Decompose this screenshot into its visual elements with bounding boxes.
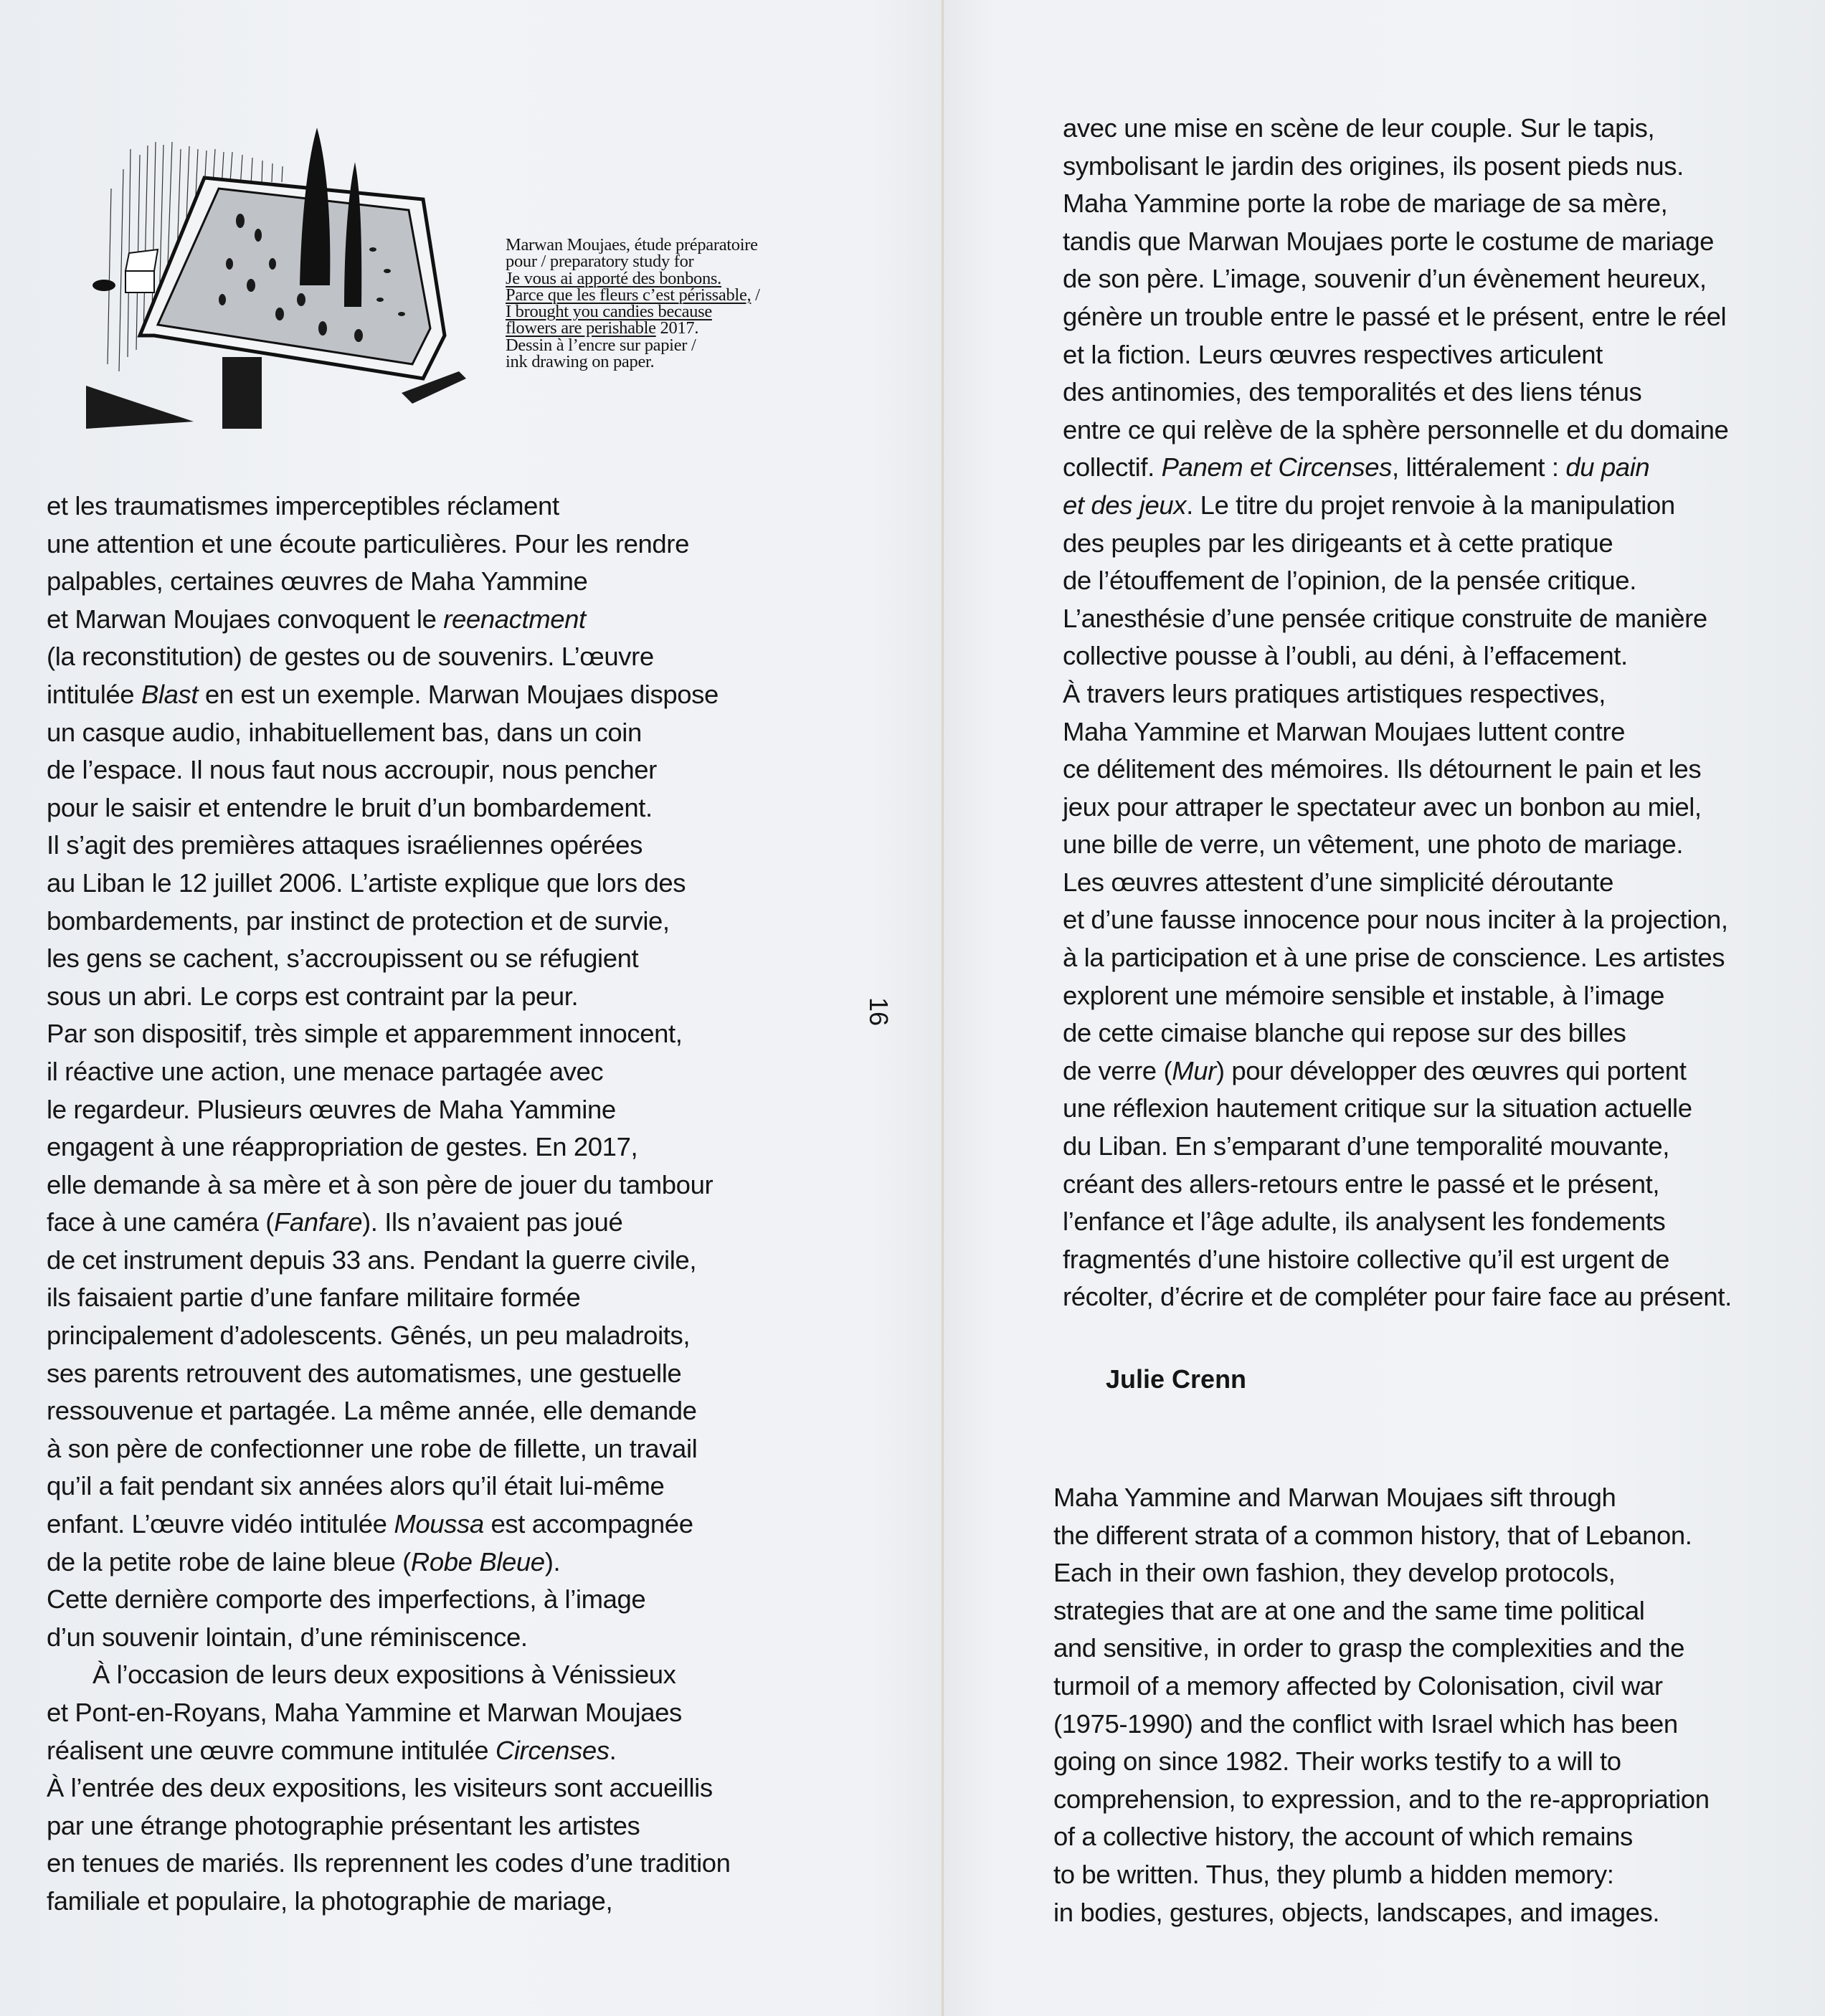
text-line [47,978,731,1016]
text-line [47,1807,731,1845]
text-run: À travers leurs pratiques artistiques respectives, [1063,678,1606,708]
text-line [47,526,731,564]
text-run: il réactive une action, une menace partagée avec [47,1056,604,1086]
caption-line [506,353,760,370]
text-line [47,488,731,526]
text-line [1063,637,1732,675]
text-line [47,1392,731,1430]
text-line [47,827,731,865]
text-line [1063,939,1732,977]
text-run: au Liban le 12 juillet 2006. L’artiste explique que lors des [47,867,686,898]
text-run: enfant. L’œuvre vidéo intitulée [47,1509,394,1539]
text-run: in bodies, gestures, objects, landscapes, and images. [1053,1897,1660,1927]
text-line [1063,901,1732,939]
text-line [1063,412,1732,450]
text-line [1063,600,1732,638]
page-number: 16 [864,997,894,1027]
text-line [47,1656,731,1694]
text-line [1063,562,1732,600]
text-run: les gens se cachent, s’accroupissent ou se réfugient [47,943,639,974]
text-run: de la petite robe de laine bleue ( [47,1546,411,1577]
text-line [47,1242,731,1280]
text-run: bombardements, par instinct de protection et de survie, [47,905,670,936]
text-run: une attention et une écoute particulières. Pour les rendre [47,528,689,558]
text-run: symbolisant le jardin des origines, ils posent pieds nus. [1063,151,1684,181]
text-run: génère un trouble entre le passé et le présent, entre le réel [1063,301,1727,331]
text-line [47,563,731,601]
caption-text: Marwan Moujaes, étude préparatoire [506,235,758,255]
author-signature: Julie Crenn [1106,1364,1247,1394]
text-line [1063,449,1732,487]
text-run: de son père. L’image, souvenir d’un évènement heureux, [1063,264,1707,294]
italic-title: Blast [141,679,199,709]
spine-fold [942,0,944,2016]
text-line [1053,1630,1710,1668]
text-line [1063,298,1732,336]
text-line [1063,148,1732,186]
text-line [1063,1052,1732,1090]
text-line [47,1883,731,1921]
text-run: collectif. [1063,452,1162,482]
text-run: L’anesthésie d’une pensée critique construite de manière [1063,603,1707,633]
italic-title: Panem et Circenses [1161,452,1393,482]
text-line [1063,1278,1732,1316]
text-line [47,751,731,789]
text-run: strategies that are at one and the same time political [1053,1595,1645,1625]
text-run: des antinomies, des temporalités et des liens ténus [1063,377,1642,407]
garden-step [222,357,262,429]
text-line [1063,864,1732,902]
text-run: . Le titre du projet renvoie à la manipulation [1186,490,1675,520]
right-column-text [1063,110,1732,1316]
caption-line [506,270,760,287]
text-run: à la participation et à une prise de conscience. Les artistes [1063,943,1725,973]
text-line [47,1732,731,1770]
text-line [47,1015,731,1053]
text-line [1053,1517,1710,1555]
caption-line [506,253,760,270]
text-run: entre ce qui relève de la sphère personnelle et du domaine [1063,414,1729,444]
caption-artwork-title: flowers are perishable [506,318,656,338]
italic-title: et des jeux [1063,490,1187,520]
text-run: un casque audio, inhabituellement bas, dans un coin [47,717,642,747]
text-line [47,714,731,752]
text-run: de cet instrument depuis 33 ans. Pendant la guerre civile, [47,1245,697,1275]
text-run: est accompagnée [483,1509,693,1539]
text-line [1063,1203,1732,1241]
text-line [1063,1166,1732,1204]
text-run: . [609,1735,617,1765]
text-line [47,1694,731,1732]
text-line [1053,1706,1710,1744]
text-line [1053,1818,1710,1856]
text-line [1063,826,1732,864]
text-line [1063,751,1732,789]
small-house [93,249,158,293]
text-line [47,1053,731,1091]
text-run: engagent à une réappropriation de gestes. En 2017, [47,1132,638,1162]
italic-title: Moussa [394,1509,484,1539]
text-run: comprehension, to expression, and to the re-appropriation [1053,1784,1710,1814]
text-run: familiale et populaire, la photographie de mariage, [47,1886,613,1916]
caption-suffix: 2017. [655,318,699,338]
cypress-short [344,162,361,307]
caption-text: ink drawing on paper. [506,352,655,372]
text-run: Maha Yammine and Marwan Moujaes sift through [1053,1483,1616,1512]
text-run: Les œuvres attestent d’une simplicité déroutante [1063,867,1613,897]
text-line [47,865,731,903]
text-line [1063,675,1732,713]
text-run: explorent une mémoire sensible et instable, à l’image [1063,980,1665,1010]
text-run: à son père de confectionner une robe de fillette, un travail [47,1433,698,1463]
text-run: du Liban. En s’emparant d’une temporalité mouvante, [1063,1131,1669,1161]
text-line [47,1468,731,1506]
caption-line [506,237,760,253]
italic-title: Mur [1172,1055,1216,1085]
text-run: Cette dernière comporte des imperfections, à l’image [47,1584,646,1615]
text-run: , littéralement : [1392,452,1566,482]
caption-line [506,287,760,303]
text-run: réalisent une œuvre commune intitulée [47,1735,496,1765]
caption-line [506,303,760,320]
text-line [1053,1479,1710,1517]
text-run: to be written. Thus, they plumb a hidden memory: [1053,1859,1614,1889]
italic-title: Robe Bleue [410,1546,545,1577]
text-line [47,1581,731,1619]
text-run: récolter, d’écrire et de compléter pour faire face au présent. [1063,1282,1732,1312]
text-run: une bille de verre, un vêtement, une photo de mariage. [1063,829,1684,860]
text-run: intitulée [47,679,141,709]
text-run: (la reconstitution) de gestes ou de souvenirs. L’œuvre [47,642,654,672]
text-line [1063,185,1732,223]
text-line [1063,1090,1732,1128]
text-run: going on since 1982. Their works testify to a will to [1053,1746,1621,1777]
text-run: qu’il a fait pendant six années alors qu’il était lui-même [47,1471,665,1501]
text-line [47,1091,731,1129]
text-line [1053,1894,1710,1932]
text-run: et Pont-en-Royans, Maha Yammine et Marwan Moujaes [47,1698,682,1727]
caption-text: Dessin à l’encre sur papier / [506,335,696,355]
text-line [47,1317,731,1355]
text-run: de cette cimaise blanche qui repose sur des billes [1063,1018,1626,1048]
text-run: en est un exemple. Marwan Moujaes dispose [198,679,719,709]
text-line [47,1166,731,1204]
text-line [1063,789,1732,827]
text-run: et la fiction. Leurs œuvres respectives articulent [1063,339,1603,369]
text-run: face à une caméra ( [47,1207,275,1237]
text-line [47,1355,731,1393]
text-line [47,1430,731,1468]
text-line [47,1845,731,1883]
text-line [1053,1781,1710,1819]
text-line [1063,260,1732,298]
text-line [1063,223,1732,261]
text-line [1053,1592,1710,1630]
text-line [47,1619,731,1657]
caption-text: pour / preparatory study for [506,252,694,272]
text-line [47,638,731,676]
text-run: of a collective history, the account of which remains [1053,1822,1633,1852]
text-run: ses parents retrouvent des automatismes, une gestuelle [47,1358,682,1388]
text-run: ressouvenue et partagée. La même année, elle demande [47,1396,697,1426]
text-line [1063,1241,1732,1279]
english-summary-text [1053,1479,1710,1931]
caption-artwork-title: I brought you candies because [506,302,712,322]
italic-title: Circenses [495,1735,610,1765]
text-run: avec une mise en scène de leur couple. Sur le tapis, [1063,113,1655,143]
text-line [47,940,731,978]
text-line [47,789,731,827]
italic-title: reenactment [443,604,586,634]
text-run: À l’occasion de leurs deux expositions à Vénissieux [93,1660,676,1690]
caption-suffix: / [751,285,760,305]
text-run: pour le saisir et entendre le bruit d’un bombardement. [47,792,653,822]
text-run: jeux pour attraper le spectateur avec un bonbon au miel, [1063,791,1702,822]
text-line [1063,487,1732,525]
text-run: turmoil of a memory affected by Colonisation, civil war [1053,1670,1663,1701]
text-run: de verre ( [1063,1055,1172,1085]
text-run: d’un souvenir lointain, d’une réminiscence. [47,1622,528,1652]
text-run: Par son dispositif, très simple et apparemment innocent, [47,1019,683,1049]
text-run: de l’étouffement de l’opinion, de la pensée critique. [1063,566,1636,596]
text-line [47,903,731,941]
text-run: par une étrange photographie présentant les artistes [47,1810,640,1840]
text-run: de l’espace. Il nous faut nous accroupir, nous pencher [47,755,657,785]
text-run: elle demande à sa mère et à son père de jouer du tambour [47,1169,714,1199]
text-run: et Marwan Moujaes convoquent le [47,604,444,634]
text-run: collective pousse à l’oubli, au déni, à l’effacement. [1063,641,1628,671]
text-line [1063,1128,1732,1166]
text-line [1063,977,1732,1015]
text-run: une réflexion hautement critique sur la situation actuelle [1063,1093,1692,1123]
text-line [1063,110,1732,148]
text-line [47,1204,731,1242]
text-run: et d’une fausse innocence pour nous inciter à la projection, [1063,905,1728,935]
text-run: À l’entrée des deux expositions, les visiteurs sont accueillis [47,1773,713,1803]
left-column-text [47,488,731,1921]
text-run: Maha Yammine et Marwan Moujaes luttent contre [1063,716,1626,746]
figure-caption [506,237,760,370]
text-run: ce délitement des mémoires. Ils détournent le pain et les [1063,754,1702,784]
text-line [1053,1668,1710,1706]
ink-drawing-illustration [86,120,488,450]
text-run: (1975-1990) and the conflict with Israel which has been [1053,1708,1678,1739]
text-line [47,601,731,639]
text-line [1053,1743,1710,1781]
text-run: principalement d’adolescents. Gênés, un peu maladroits, [47,1321,691,1351]
cypress-tall [300,128,330,285]
caption-line [506,320,760,336]
text-run: ) pour développer des œuvres qui portent [1215,1055,1687,1085]
text-line [1063,713,1732,751]
text-run: créant des allers-retours entre le passé et le présent, [1063,1169,1660,1199]
text-line [47,1544,731,1582]
text-line [47,676,731,714]
text-run: tandis que Marwan Moujaes porte le costume de mariage [1063,226,1715,256]
text-line [47,1506,731,1544]
text-run: the different strata of a common history, that of Lebanon. [1053,1520,1692,1550]
text-line [1053,1554,1710,1592]
text-run: l’enfance et l’âge adulte, ils analysent les fondements [1063,1207,1666,1237]
text-run: Il s’agit des premières attaques israéliennes opérées [47,830,643,860]
text-run: ). [544,1546,561,1577]
text-line [1063,336,1732,374]
text-run: and sensitive, in order to grasp the complexities and the [1053,1633,1685,1663]
italic-title: Fanfare [274,1207,363,1237]
italic-title: du pain [1565,452,1650,482]
text-run: ). Ils n’avaient pas joué [362,1207,623,1237]
text-line [47,1769,731,1807]
text-line [1063,525,1732,563]
text-line [1063,374,1732,412]
text-run: ils faisaient partie d’une fanfare militaire formée [47,1283,581,1313]
text-run: le regardeur. Plusieurs œuvres de Maha Yammine [47,1094,616,1124]
text-line [47,1279,731,1317]
text-run: Maha Yammine porte la robe de mariage de sa mère, [1063,189,1668,219]
text-run: en tenues de mariés. Ils reprennent les codes d’une tradition [47,1848,731,1878]
text-line [1063,1014,1732,1052]
caption-artwork-title: Je vous ai apporté des bonbons. [506,268,721,288]
text-run: palpables, certaines œuvres de Maha Yammine [47,566,588,596]
text-line [1053,1856,1710,1894]
text-run: sous un abri. Le corps est contraint par la peur. [47,981,579,1011]
caption-line [506,337,760,353]
text-run: des peuples par les dirigeants et à cette pratique [1063,528,1613,558]
text-run: et les traumatismes imperceptibles réclament [47,491,559,520]
text-run: Each in their own fashion, they develop protocols, [1053,1558,1616,1588]
text-run: fragmentés d’une histoire collective qu’il est urgent de [1063,1244,1669,1274]
caption-artwork-title: Parce que les fleurs c’est périssable, [506,285,752,305]
text-line [47,1128,731,1166]
